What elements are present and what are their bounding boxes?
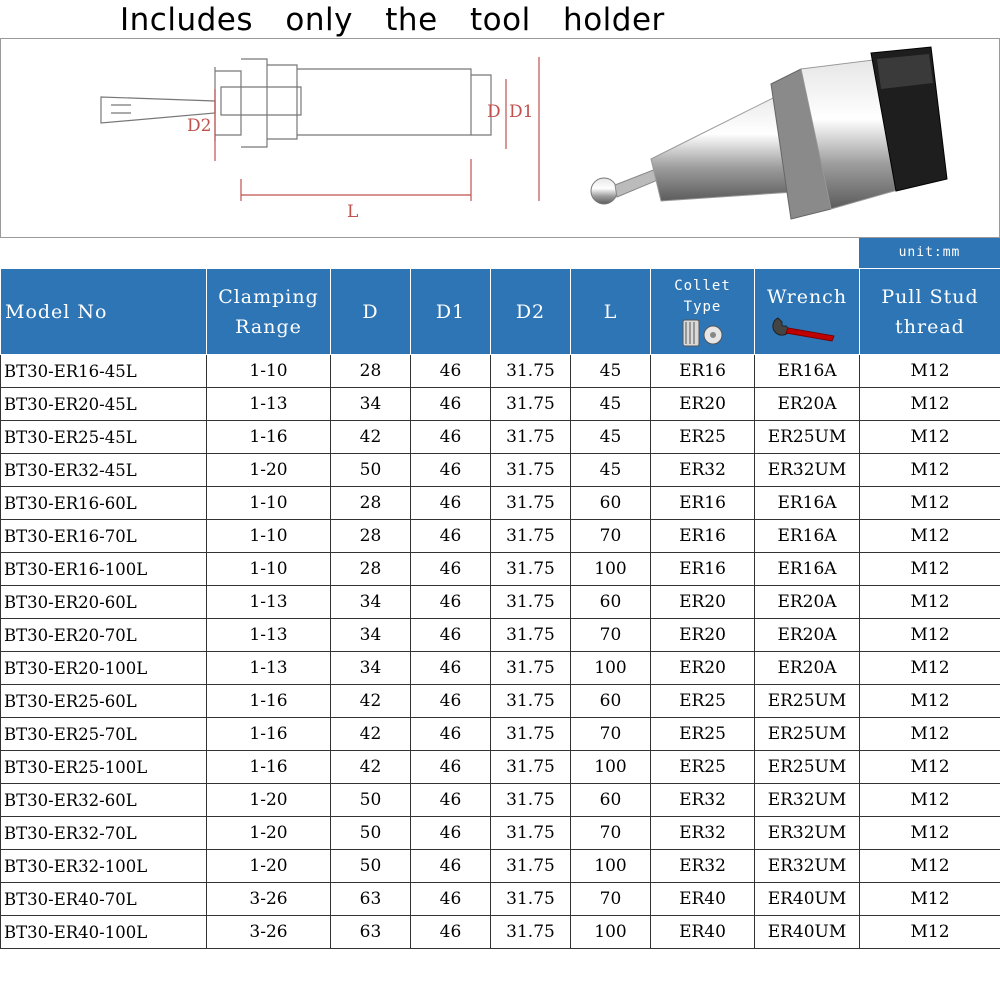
cell-clamping-range: 1-20 xyxy=(207,850,331,883)
cell-clamping-range: 1-10 xyxy=(207,487,331,520)
cell-pull-stud-thread: M12 xyxy=(860,883,1000,916)
cell-d1: 46 xyxy=(411,817,491,850)
cell-d: 28 xyxy=(331,355,411,388)
cell-pull-stud-thread: M12 xyxy=(860,355,1000,388)
cell-l: 70 xyxy=(571,883,651,916)
cell-d2: 31.75 xyxy=(491,718,571,751)
cell-pull-stud-thread: M12 xyxy=(860,652,1000,685)
table-row xyxy=(1,916,1000,949)
cell-wrench: ER32UM xyxy=(755,454,860,487)
cell-model-no: BT30-ER16-100L xyxy=(1,553,207,586)
cell-l: 70 xyxy=(571,817,651,850)
cell-pull-stud-thread: M12 xyxy=(860,553,1000,586)
cell-d2: 31.75 xyxy=(491,751,571,784)
cell-wrench: ER20A xyxy=(755,388,860,421)
cell-l: 60 xyxy=(571,784,651,817)
cell-l: 100 xyxy=(571,850,651,883)
table-row xyxy=(1,817,1000,850)
header-pull-line2: thread xyxy=(895,315,965,338)
cell-d: 34 xyxy=(331,652,411,685)
cell-clamping-range: 3-26 xyxy=(207,883,331,916)
cell-wrench: ER20A xyxy=(755,586,860,619)
tool-holder-photo xyxy=(591,47,947,219)
cell-pull-stud-thread: M12 xyxy=(860,916,1000,949)
technical-drawing xyxy=(1,39,1000,239)
header-collet-line2: Type xyxy=(683,298,722,315)
collet-icon xyxy=(673,318,733,348)
cell-collet-type: ER25 xyxy=(651,421,755,454)
table-row xyxy=(1,487,1000,520)
cell-wrench: ER20A xyxy=(755,619,860,652)
cell-d2: 31.75 xyxy=(491,685,571,718)
cell-collet-type: ER40 xyxy=(651,916,755,949)
cell-clamping-range: 1-20 xyxy=(207,784,331,817)
cell-collet-type: ER16 xyxy=(651,520,755,553)
cell-d: 63 xyxy=(331,916,411,949)
cell-model-no: BT30-ER25-100L xyxy=(1,751,207,784)
cell-d1: 46 xyxy=(411,520,491,553)
cell-clamping-range: 1-13 xyxy=(207,586,331,619)
cell-d1: 46 xyxy=(411,784,491,817)
cell-pull-stud-thread: M12 xyxy=(860,586,1000,619)
cell-wrench: ER25UM xyxy=(755,718,860,751)
cell-d1: 46 xyxy=(411,916,491,949)
cell-model-no: BT30-ER25-70L xyxy=(1,718,207,751)
cell-d1: 46 xyxy=(411,454,491,487)
cell-pull-stud-thread: M12 xyxy=(860,487,1000,520)
table-row xyxy=(1,454,1000,487)
cell-d1: 46 xyxy=(411,652,491,685)
table-row xyxy=(1,520,1000,553)
cell-d: 28 xyxy=(331,520,411,553)
cell-d2: 31.75 xyxy=(491,487,571,520)
header-model: Model No xyxy=(1,269,207,355)
table-body xyxy=(1,355,1000,949)
cell-collet-type: ER32 xyxy=(651,817,755,850)
cell-d1: 46 xyxy=(411,553,491,586)
cell-wrench: ER40UM xyxy=(755,883,860,916)
cell-l: 60 xyxy=(571,487,651,520)
header-clamping-line1: Clamping xyxy=(218,285,319,308)
cell-collet-type: ER25 xyxy=(651,751,755,784)
header-wrench-label: Wrench xyxy=(766,285,848,308)
header-d1: D1 xyxy=(411,269,491,355)
cell-d2: 31.75 xyxy=(491,850,571,883)
cell-collet-type: ER16 xyxy=(651,355,755,388)
cell-model-no: BT30-ER16-45L xyxy=(1,355,207,388)
cell-d2: 31.75 xyxy=(491,454,571,487)
header-collet xyxy=(651,269,755,355)
table-row xyxy=(1,586,1000,619)
cell-model-no: BT30-ER20-70L xyxy=(1,619,207,652)
cell-d: 50 xyxy=(331,817,411,850)
header-pull-line1: Pull Stud xyxy=(881,285,979,308)
cell-d1: 46 xyxy=(411,355,491,388)
cell-d1: 46 xyxy=(411,850,491,883)
cell-pull-stud-thread: M12 xyxy=(860,850,1000,883)
cell-pull-stud-thread: M12 xyxy=(860,751,1000,784)
cell-pull-stud-thread: M12 xyxy=(860,685,1000,718)
cell-d1: 46 xyxy=(411,685,491,718)
cell-model-no: BT30-ER20-60L xyxy=(1,586,207,619)
cell-pull-stud-thread: M12 xyxy=(860,388,1000,421)
cell-clamping-range: 1-10 xyxy=(207,520,331,553)
cell-collet-type: ER20 xyxy=(651,619,755,652)
cell-l: 100 xyxy=(571,553,651,586)
cell-wrench: ER16A xyxy=(755,553,860,586)
table-header-row xyxy=(1,269,1000,355)
cell-d2: 31.75 xyxy=(491,355,571,388)
cell-clamping-range: 1-10 xyxy=(207,355,331,388)
cell-l: 70 xyxy=(571,718,651,751)
cell-clamping-range: 1-13 xyxy=(207,388,331,421)
cell-pull-stud-thread: M12 xyxy=(860,718,1000,751)
cell-model-no: BT30-ER25-45L xyxy=(1,421,207,454)
cell-d: 28 xyxy=(331,553,411,586)
cell-clamping-range: 1-10 xyxy=(207,553,331,586)
cell-d1: 46 xyxy=(411,487,491,520)
table-row xyxy=(1,652,1000,685)
table-row xyxy=(1,784,1000,817)
cell-pull-stud-thread: M12 xyxy=(860,454,1000,487)
cell-wrench: ER25UM xyxy=(755,751,860,784)
cell-l: 100 xyxy=(571,916,651,949)
cell-collet-type: ER16 xyxy=(651,553,755,586)
cell-d: 50 xyxy=(331,784,411,817)
cell-l: 45 xyxy=(571,388,651,421)
cell-d1: 46 xyxy=(411,619,491,652)
dim-label-d1: D1 xyxy=(509,102,534,122)
cell-d2: 31.75 xyxy=(491,553,571,586)
header-wrench xyxy=(755,269,860,355)
table-row xyxy=(1,619,1000,652)
table-row xyxy=(1,850,1000,883)
cell-model-no: BT30-ER16-60L xyxy=(1,487,207,520)
cell-d: 42 xyxy=(331,421,411,454)
cell-d2: 31.75 xyxy=(491,817,571,850)
cell-d: 50 xyxy=(331,850,411,883)
cell-d1: 46 xyxy=(411,586,491,619)
cell-model-no: BT30-ER32-45L xyxy=(1,454,207,487)
cell-pull-stud-thread: M12 xyxy=(860,817,1000,850)
cell-d2: 31.75 xyxy=(491,421,571,454)
cell-clamping-range: 1-20 xyxy=(207,454,331,487)
cell-l: 100 xyxy=(571,652,651,685)
table-row xyxy=(1,883,1000,916)
table-row xyxy=(1,685,1000,718)
cell-collet-type: ER16 xyxy=(651,487,755,520)
cell-d: 42 xyxy=(331,751,411,784)
cell-d2: 31.75 xyxy=(491,388,571,421)
cell-clamping-range: 1-16 xyxy=(207,751,331,784)
cell-d1: 46 xyxy=(411,751,491,784)
cell-pull-stud-thread: M12 xyxy=(860,520,1000,553)
dim-label-d2: D2 xyxy=(187,116,212,136)
cell-d1: 46 xyxy=(411,421,491,454)
header-pull-stud xyxy=(860,269,1000,355)
cell-wrench: ER40UM xyxy=(755,916,860,949)
wrench-icon xyxy=(772,312,842,342)
cell-collet-type: ER25 xyxy=(651,718,755,751)
cell-d: 34 xyxy=(331,388,411,421)
header-collet-line1: Collet xyxy=(674,277,731,294)
cell-clamping-range: 1-13 xyxy=(207,652,331,685)
cell-wrench: ER32UM xyxy=(755,850,860,883)
cell-collet-type: ER20 xyxy=(651,652,755,685)
cell-wrench: ER32UM xyxy=(755,784,860,817)
cell-clamping-range: 1-20 xyxy=(207,817,331,850)
table-row xyxy=(1,355,1000,388)
cell-model-no: BT30-ER20-45L xyxy=(1,388,207,421)
header-d2: D2 xyxy=(491,269,571,355)
cell-clamping-range: 1-16 xyxy=(207,685,331,718)
cell-l: 45 xyxy=(571,421,651,454)
cell-pull-stud-thread: M12 xyxy=(860,619,1000,652)
cell-d: 28 xyxy=(331,487,411,520)
cell-wrench: ER16A xyxy=(755,520,860,553)
holder-outline xyxy=(101,59,491,147)
cell-wrench: ER25UM xyxy=(755,685,860,718)
cell-model-no: BT30-ER20-100L xyxy=(1,652,207,685)
cell-l: 60 xyxy=(571,586,651,619)
cell-model-no: BT30-ER32-100L xyxy=(1,850,207,883)
cell-d: 42 xyxy=(331,718,411,751)
cell-wrench: ER32UM xyxy=(755,817,860,850)
cell-collet-type: ER40 xyxy=(651,883,755,916)
table-row xyxy=(1,718,1000,751)
cell-d2: 31.75 xyxy=(491,883,571,916)
cell-l: 70 xyxy=(571,520,651,553)
cell-d2: 31.75 xyxy=(491,586,571,619)
spec-table xyxy=(0,268,1000,949)
cell-clamping-range: 1-13 xyxy=(207,619,331,652)
cell-model-no: BT30-ER25-60L xyxy=(1,685,207,718)
cell-d2: 31.75 xyxy=(491,916,571,949)
cell-l: 60 xyxy=(571,685,651,718)
table-row xyxy=(1,751,1000,784)
cell-wrench: ER16A xyxy=(755,355,860,388)
cell-wrench: ER25UM xyxy=(755,421,860,454)
header-clamping xyxy=(207,269,331,355)
cell-wrench: ER16A xyxy=(755,487,860,520)
cell-collet-type: ER32 xyxy=(651,784,755,817)
header-d: D xyxy=(331,269,411,355)
cell-d2: 31.75 xyxy=(491,784,571,817)
cell-d2: 31.75 xyxy=(491,619,571,652)
cell-model-no: BT30-ER40-100L xyxy=(1,916,207,949)
page-heading: Includes only the tool holder xyxy=(120,2,665,38)
cell-collet-type: ER20 xyxy=(651,388,755,421)
cell-d: 50 xyxy=(331,454,411,487)
cell-collet-type: ER32 xyxy=(651,850,755,883)
cell-d2: 31.75 xyxy=(491,652,571,685)
cell-clamping-range: 1-16 xyxy=(207,421,331,454)
cell-collet-type: ER32 xyxy=(651,454,755,487)
cell-model-no: BT30-ER16-70L xyxy=(1,520,207,553)
cell-d: 63 xyxy=(331,883,411,916)
cell-pull-stud-thread: M12 xyxy=(860,421,1000,454)
table-row xyxy=(1,388,1000,421)
header-clamping-line2: Range xyxy=(235,315,302,338)
cell-l: 45 xyxy=(571,355,651,388)
cell-collet-type: ER20 xyxy=(651,586,755,619)
cell-l: 70 xyxy=(571,619,651,652)
cell-d1: 46 xyxy=(411,718,491,751)
cell-pull-stud-thread: M12 xyxy=(860,784,1000,817)
cell-model-no: BT30-ER40-70L xyxy=(1,883,207,916)
dim-label-l: L xyxy=(347,202,359,222)
table-row xyxy=(1,553,1000,586)
cell-d2: 31.75 xyxy=(491,520,571,553)
cell-clamping-range: 1-16 xyxy=(207,718,331,751)
unit-row xyxy=(0,238,1000,268)
cell-model-no: BT30-ER32-60L xyxy=(1,784,207,817)
dim-label-d: D xyxy=(487,102,501,122)
cell-wrench: ER20A xyxy=(755,652,860,685)
cell-l: 100 xyxy=(571,751,651,784)
cell-model-no: BT30-ER32-70L xyxy=(1,817,207,850)
cell-d: 34 xyxy=(331,619,411,652)
cell-d: 42 xyxy=(331,685,411,718)
cell-d: 34 xyxy=(331,586,411,619)
header-l: L xyxy=(571,269,651,355)
product-figure xyxy=(0,38,1000,238)
cell-l: 45 xyxy=(571,454,651,487)
cell-d1: 46 xyxy=(411,388,491,421)
cell-clamping-range: 3-26 xyxy=(207,916,331,949)
unit-label: unit:mm xyxy=(859,238,1000,268)
cell-collet-type: ER25 xyxy=(651,685,755,718)
cell-d1: 46 xyxy=(411,883,491,916)
table-row xyxy=(1,421,1000,454)
